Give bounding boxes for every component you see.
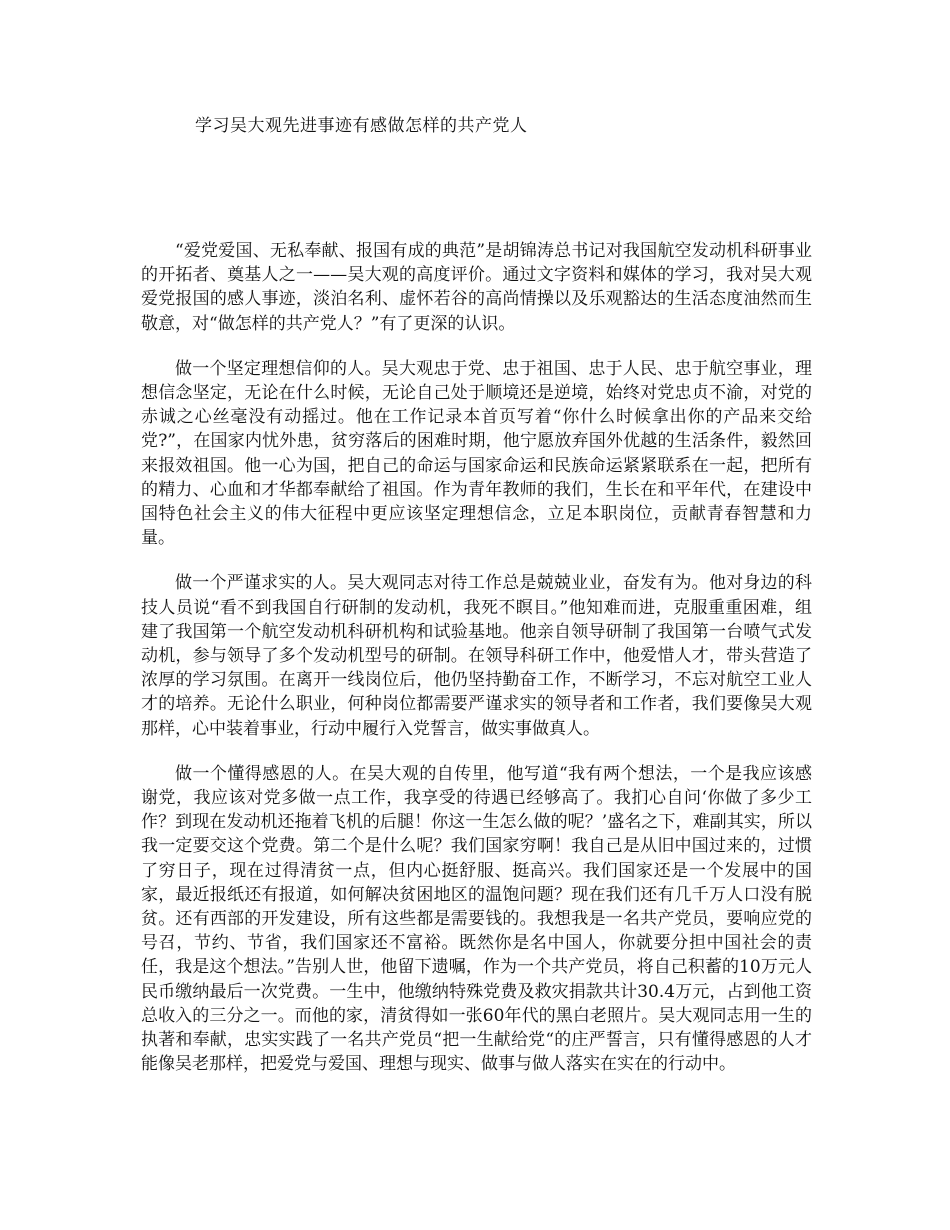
paragraph-gratitude: 做一个懂得感恩的人。在吴大观的自传里，他写道“我有两个想法，一个是我应该感谢党，我应该对党多做一点工作，我享受的待遇已经够高了。我扪心自问‘你做了多少工作？到现在发动机还拖着飞机的后腿！你这一生怎么做的呢？’盛名之下，难副其实，所以我一定要交这个党费。第二个是什么呢？我们国家穷啊！我自己是从旧中国过来的，过惯了穷日子，现在过得清贫一点，但内心挺舒服、挺高兴。我们国家还是一个发展中的国家，最近报纸还有报道，如何解决贫困地区的温饱问题？现在我们还有几千万人口没有脱贫。还有西部的开发建设，所有这些都是需要钱的。我想我是一名共产党员，要响应党的号召，节约、节省，我们国家还不富裕。既然你是名中国人，你就要分担中国社会的责任，我是这个想法。”告别人世，他留下遗嘱，作为一个共产党员，将自己积蓄的10万元人民币缴纳最后一次党费。一生中，他缴纳特殊党费及救灾捐款共计30.4万元，占到他工资总收入的三分之一。而他的家，清贫得如一张60年代的黑白老照片。吴大观同志用一生的执著和奉献，忠实实践了一名共产党员“把一生献给党“的庄严誓言，只有懂得感恩的人才能像吴老那样，把爱党与爱国、理想与现实、做事与做人落实在实在的行动中。	[141, 763, 812, 1075]
paragraph-intro: “爱党爱国、无私奉献、报国有成的典范”是胡锦涛总书记对我国航空发动机科研事业的开拓者、奠基人之一——吴大观的高度评价。通过文字资料和媒体的学习，我对吴大观爱党报国的感人事迹，淡泊名利、虚怀若谷的高尚情操以及乐观豁达的生活态度油然而生敬意，对“做怎样的共产党人？”有了更深的认识。	[141, 241, 812, 334]
document-title: 学习吴大观先进事迹有感做怎样的共产党人	[195, 116, 528, 136]
document-body	[141, 239, 812, 1098]
paragraph-rigorous: 做一个严谨求实的人。吴大观同志对待工作总是兢兢业业，奋发有为。他对身边的科技人员说“看不到我国自行研制的发动机，我死不瞑目。”他知难而进，克服重重困难，组建了我国第一个航空发动机科研机构和试验基地。他亲自领导研制了我国第一台喷气式发动机，参与领导了多个发动机型号的研制。在领导科研工作中，他爱惜人才，带头营造了浓厚的学习氛围。在离开一线岗位后，他仍坚持勤奋工作，不断学习，不忘对航空工业人才的培养。无论什么职业，何种岗位都需要严谨求实的领导者和工作者，我们要像吴大观那样，心中装着事业，行动中履行入党誓言，做实事做真人。	[141, 573, 812, 739]
paragraph-firm-ideals: 做一个坚定理想信仰的人。吴大观忠于党、忠于祖国、忠于人民、忠于航空事业，理想信念坚定，无论在什么时候，无论自己处于顺境还是逆境，始终对党忠贞不渝，对党的赤诚之心丝毫没有动摇过。他在工作记录本首页写着“你什么时候拿出你的产品来交给党?”，在国家内忧外患，贫穷落后的困难时期，他宁愿放弃国外优越的生活条件，毅然回来报效祖国。他一心为国，把自己的命运与国家命运和民族命运紧紧联系在一起，把所有的精力、心血和才华都奉献给了祖国。作为青年教师的我们，生长在和平年代，在建设中国特色社会主义的伟大征程中更应该坚定理想信念，立足本职岗位，贡献青春智慧和力量。	[141, 358, 812, 549]
